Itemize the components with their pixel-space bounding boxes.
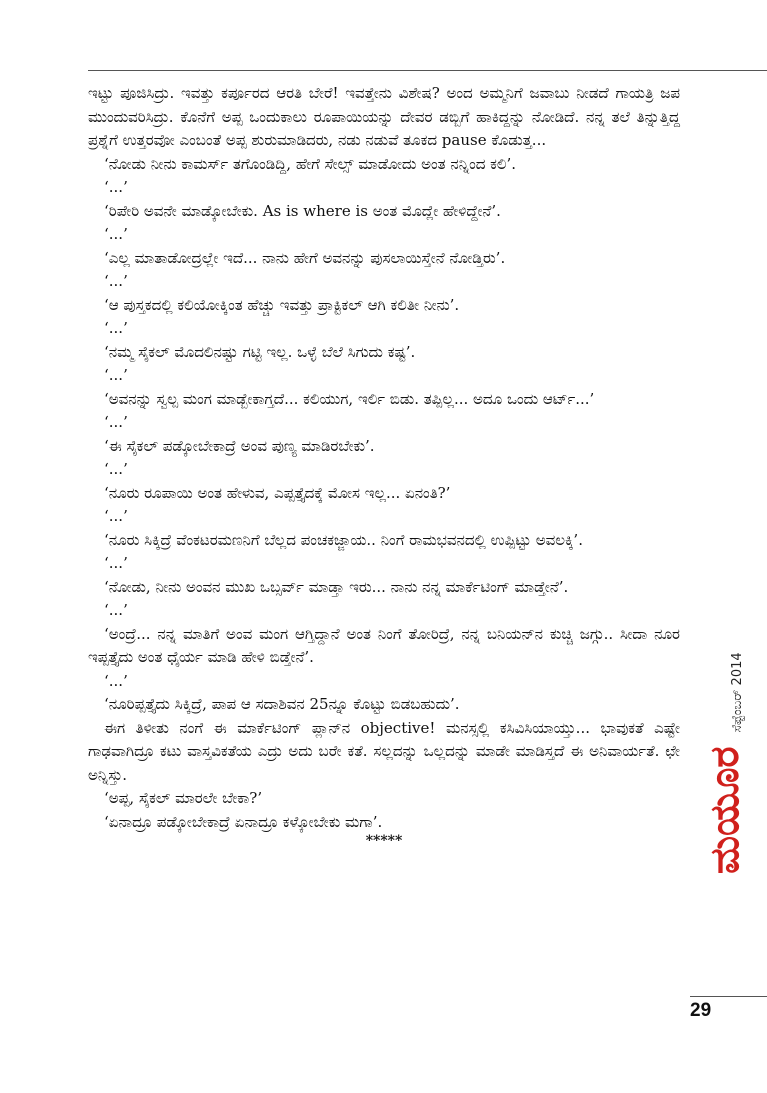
ellipsis-reply: ‘...’ (104, 178, 128, 196)
issue-date: ಸೆಪ್ಟೆಂಬರ್ 2014 (730, 652, 745, 733)
paragraph: ಇಟ್ಟು ಪೂಜಿಸಿದ್ರು. ಇವತ್ತು ಕರ್ಪೂರದ ಆರತಿ ಬೇರೆ! ಇವತ್ತೇನು ವಿಶೇಷ? ಅಂದ ಅಮ್ಮನಿಗೆ ಜವಾಬು ನೀಡದೆ ಗಾಯತ್ರಿ ಜಪ ಮುಂದುವರಿಸಿದ್ರು. ಕೊನೆಗೆ ಅಪ್ಪ ಒಂದುಕಾಲು ರೂಪಾಯಿಯನ್ನು ದೇವರ ಡಬ್ಬಿಗೆ ಹಾಕಿದ್ದನ್ನು ನೋಡಿದೆ. ನನ್ನ ತಲೆ ತಿನ್ನುತ್ತಿದ್ದ ಪ್ರಶ್ನೆಗೆ ಉತ್ತರವೋ ಎಂಬಂತೆ ಅಪ್ಪ ಶುರುಮಾಡಿದರು, ನಡು ನಡುವೆ ತೂಕದ pause ಕೊಡುತ್ತ... (88, 84, 680, 149)
dialogue-line: ‘ಏನಾದ್ರೂ ಪಡ್ಕೋಬೇಕಾದ್ರೆ ಏನಾದ್ರೂ ಕಳ್ಕೋಬೇಕು ಮಗಾ’. (104, 812, 383, 831)
dialogue-line: ‘ಎಲ್ಲ ಮಾತಾಡೋದ್ರಲ್ಲೇ ಇದೆ... ನಾನು ಹೇಗೆ ಅವನನ್ನು ಪುಸಲಾಯಿಸ್ತೇನೆ ನೋಡ್ತಿರು’. (104, 248, 506, 267)
ellipsis-reply: ‘...’ (104, 366, 128, 384)
dialogue-line: ‘ನೋಡು, ನೀನು ಅಂವನ ಮುಖ ಒಬ್ಸರ್ವ್ ಮಾಡ್ತಾ ಇರು... ನಾನು ನನ್ನ ಮಾರ್ಕೆಟಿಂಗ್ ಮಾಡ್ತೇನೆ’. (104, 577, 569, 596)
dialogue-line: ‘ನೋಡು ನೀನು ಕಾಮರ್ಸ್ ತಗೊಂಡಿದ್ದಿ, ಹೇಗೆ ಸೇಲ್ಸ್ ಮಾಡೋದು ಅಂತ ನನ್ನಿಂದ ಕಲಿ’. (104, 154, 517, 173)
dialogue-line: ‘ಈ ಸೈಕಲ್ ಪಡ್ಕೋಬೇಕಾದ್ರೆ ಅಂವ ಪುಣ್ಯ ಮಾಡಿರಬೇಕು’. (104, 436, 375, 455)
magazine-name: ಮಯೂರ (702, 746, 748, 874)
page-number: 29 (690, 1000, 712, 1021)
paragraph: ಈಗ ತಿಳೀತು ನಂಗೆ ಈ ಮಾರ್ಕೆಟಿಂಗ್ ಪ್ಲಾನ್‌ನ objective! ಮನಸ್ಸಲ್ಲಿ ಕಸಿವಿಸಿಯಾಯ್ತು... ಭಾವುಕತೆ ಎಷ್ಟೇ ಗಾಢವಾಗಿದ್ರೂ ಕಟು ವಾಸ್ತವಿಕತೆಯ ಎದ್ರು ಅದು ಬರೇ ಕತೆ. ಸಲ್ಲದನ್ನು ಒಲ್ಲದನ್ನು ಮಾಡೇ ಮಾಡಿಸ್ತದೆ ಈ ಅನಿವಾರ್ಯತೆ. ಛೇ ಅನ್ನಿಸ್ತು. (88, 718, 680, 784)
ellipsis-reply: ‘...’ (104, 413, 128, 431)
ellipsis-reply: ‘...’ (104, 460, 128, 478)
ellipsis-reply: ‘...’ (104, 671, 128, 690)
ellipsis-reply: ‘...’ (104, 225, 128, 243)
dialogue-line: ‘ಅವನನ್ನು ಸ್ವಲ್ಪ ಮಂಗ ಮಾಡ್ಬೇಕಾಗ್ತದೆ... ಕಲಿಯುಗ, ಇರ್ಲಿ ಬಿಡು. ತಪ್ಪಿಲ್ಲ... ಅದೂ ಒಂದು ಆರ್ಟ್...’ (104, 389, 595, 408)
ellipsis-reply: ‘...’ (104, 601, 128, 619)
dialogue-line: ‘ರಿಪೇರಿ ಅವನೇ ಮಾಡ್ಕೋಬೇಕು. As is where is ಅಂತ ಮೊದ್ಲೇ ಹೇಳಿದ್ದೇನೆ’. (104, 201, 501, 220)
dialogue-line: ‘ಅಂದ್ರೆ... ನನ್ನ ಮಾತಿಗೆ ಅಂವ ಮಂಗ ಆಗ್ತಿದ್ದಾನೆ ಅಂತ ನಿಂಗೆ ತೋರಿದ್ರೆ, ನನ್ನ ಬನಿಯನ್‌ನ ಕುಚ್ಚಿ ಜಗ್ಗು.. ಸೀದಾ ನೂರ ಇಪ್ಪತ್ತೈದು ಅಂತ ಧೈರ್ಯ ಮಾಡಿ ಹೇಳಿ ಬಿಡ್ತೇನೆ’. (88, 624, 680, 666)
dialogue-line: ‘ನಮ್ಮ ಸೈಕಲ್ ಮೊದಲಿನಷ್ಟು ಗಟ್ಟಿ ಇಲ್ಲ. ಒಳ್ಳೆ ಬೆಲೆ ಸಿಗುದು ಕಷ್ಟ’. (104, 342, 416, 361)
ellipsis-reply: ‘...’ (104, 507, 128, 525)
dialogue-line: ‘ಅಪ್ಪ, ಸೈಕಲ್ ಮಾರಲೇ ಬೇಕಾ?’ (104, 789, 263, 807)
footer-rule (690, 996, 767, 997)
top-rule (88, 70, 767, 71)
ellipsis-reply: ‘...’ (104, 272, 128, 290)
ellipsis-reply: ‘...’ (104, 319, 128, 337)
article-body (88, 82, 680, 854)
dialogue-line: ‘ನೂರಿಪ್ಪತ್ತೈದು ಸಿಕ್ಕಿದ್ರೆ, ಪಾಪ ಆ ಸದಾಶಿವನ 25ನ್ನೂ ಕೊಟ್ಟು ಬಿಡಬಹುದು’. (104, 695, 460, 713)
dialogue-line: ‘ಆ ಪುಸ್ತಕದಲ್ಲಿ ಕಲಿಯೋಕ್ಕಿಂತ ಹೆಚ್ಚು ಇವತ್ತು ಪ್ರಾಕ್ಟಿಕಲ್ ಆಗಿ ಕಲಿತೀ ನೀನು’. (104, 295, 460, 314)
end-mark: ***** (365, 833, 403, 849)
dialogue-line: ‘ನೂರು ಸಿಕ್ಕಿದ್ರೆ ವೆಂಕಟರಮಣನಿಗೆ ಬೆಲ್ಲದ ಪಂಚಕಜ್ಜಾಯ.. ನಿಂಗೆ ರಾಮಭವನದಲ್ಲಿ ಉಪ್ಪಿಟ್ಟು ಅವಲಕ್ಕಿ’. (104, 530, 583, 549)
magazine-masthead (659, 652, 748, 874)
ellipsis-reply: ‘...’ (104, 554, 128, 572)
dialogue-line: ‘ನೂರು ರೂಪಾಯಿ ಅಂತ ಹೇಳುವ, ಎಪ್ಪತ್ತೈದಕ್ಕೆ ಮೋಸ ಇಲ್ಲ... ಏನಂತಿ?’ (104, 483, 451, 502)
